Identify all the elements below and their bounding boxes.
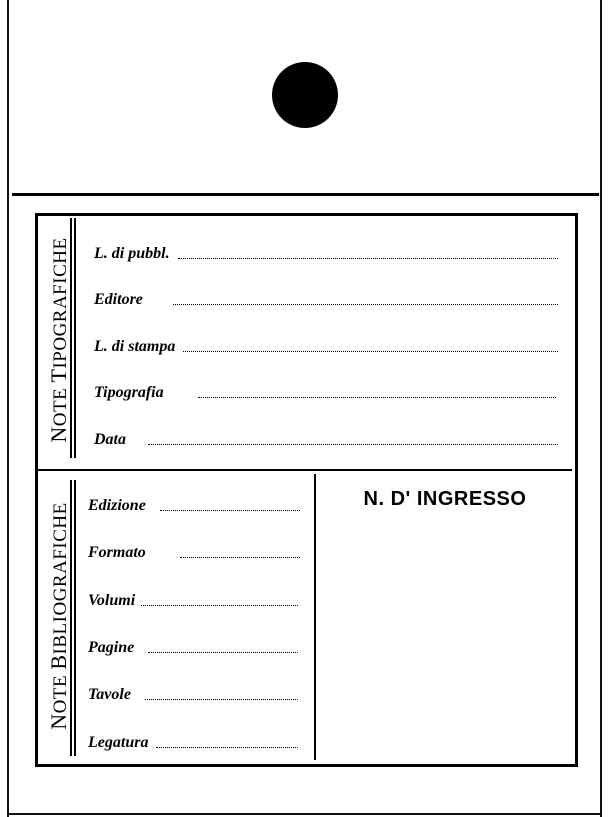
field-label: Pagine: [88, 639, 135, 656]
field-data[interactable]: [94, 427, 558, 449]
fill-line: [173, 304, 558, 305]
card-right-edge: [600, 0, 602, 817]
fill-line: [198, 397, 556, 398]
fill-line: [141, 605, 298, 606]
field-tavole[interactable]: [88, 682, 298, 704]
field-volumi[interactable]: [88, 588, 298, 610]
ingresso-divider: [314, 474, 316, 760]
field-formato[interactable]: [88, 540, 300, 562]
bibliografiche-rule-2: [74, 480, 76, 756]
fill-line: [156, 747, 298, 748]
field-label: L. di stampa: [94, 338, 176, 355]
field-pagine[interactable]: [88, 635, 298, 657]
fill-line: [160, 510, 300, 511]
field-label: Volumi: [88, 592, 136, 609]
field-label: Tipografia: [94, 384, 164, 401]
fill-line: [145, 699, 298, 700]
field-label: Legatura: [88, 734, 149, 751]
punch-hole: [272, 62, 338, 128]
field-label: Formato: [88, 544, 146, 561]
field-label: Tavole: [88, 686, 131, 703]
card-bottom-edge: [7, 813, 602, 815]
fill-line: [183, 351, 558, 352]
field-label: Editore: [94, 291, 143, 308]
fill-line: [178, 258, 558, 259]
field-label: L. di pubbl.: [94, 245, 170, 262]
fold-line: [12, 193, 599, 196]
note-tipografiche-label: NOTE TIPOGRAFICHE: [46, 237, 71, 443]
note-bibliografiche-label: NOTE BIBLIOGRAFICHE: [46, 502, 71, 730]
tipografiche-rule-2: [74, 218, 76, 458]
field-luogo-stampa[interactable]: [94, 334, 558, 356]
fill-line: [148, 652, 298, 653]
card-left-edge: [7, 0, 9, 817]
section-divider: [38, 469, 572, 471]
field-legatura[interactable]: [88, 730, 298, 752]
field-label: Data: [94, 431, 126, 448]
field-luogo-pubblicazione[interactable]: [94, 241, 558, 263]
field-tipografia[interactable]: [94, 380, 556, 402]
fill-line: [148, 444, 558, 445]
field-label: Edizione: [88, 497, 146, 514]
field-edizione[interactable]: [88, 493, 300, 515]
fill-line: [180, 557, 300, 558]
numero-ingresso-label: N. D' INGRESSO: [363, 488, 527, 510]
field-editore[interactable]: [94, 287, 558, 309]
